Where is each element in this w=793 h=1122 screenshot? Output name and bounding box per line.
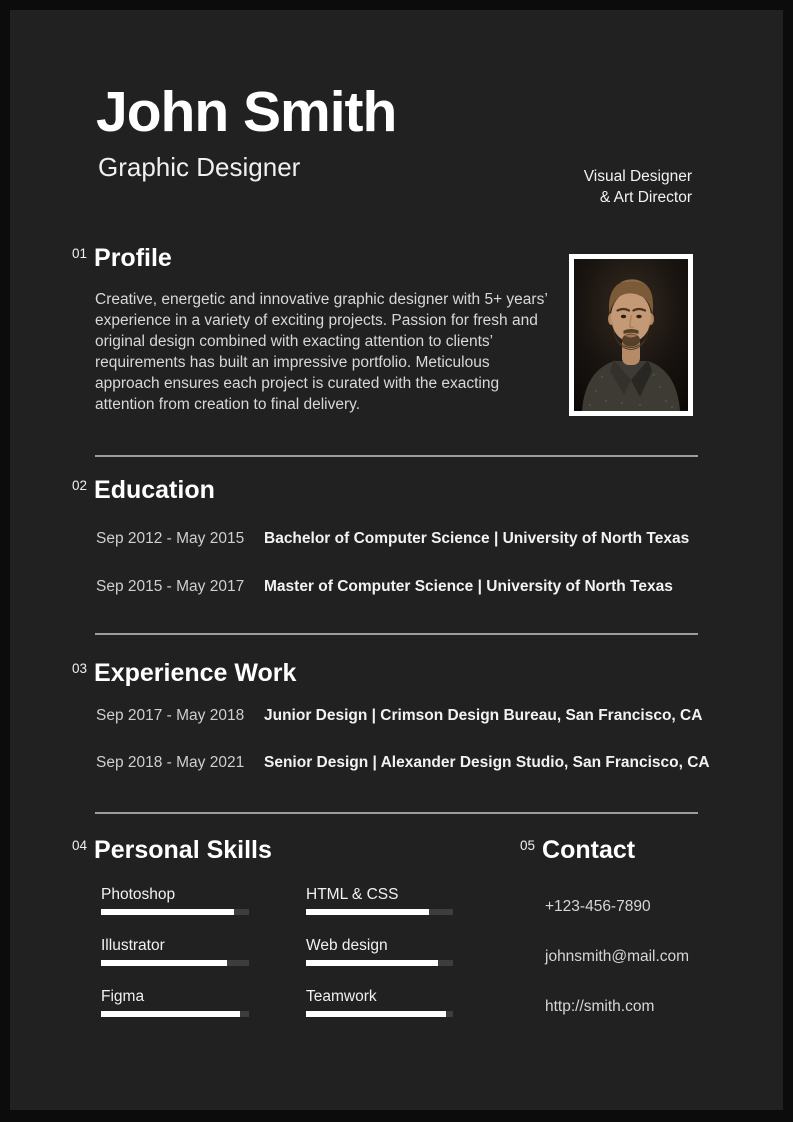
experience-row	[96, 707, 702, 725]
skill-bar-fill	[306, 1011, 446, 1017]
experience-period: Sep 2017 - May 2018	[96, 707, 245, 724]
skill-bar-track	[306, 960, 453, 966]
profile-section-title: Profile	[94, 244, 172, 272]
profile-section-header	[72, 246, 172, 271]
education-section-title: Education	[94, 476, 215, 504]
tagline-line1: Visual Designer	[583, 168, 692, 185]
profile-summary: Creative, energetic and innovative graphic designer with 5+ years’ experience in a variety of exciting projects. Passion for fresh and original design combined with exacting attention to clients’ requirements has built an impressive portfolio. Meticulous approach ensures each project is curated with the exacting attention from creation to final delivery.	[95, 291, 548, 413]
skill-label: Teamwork	[306, 988, 377, 1005]
section-divider-2	[95, 633, 698, 635]
skills-section-number: 04	[72, 838, 88, 853]
skill-bar-track	[101, 909, 249, 915]
skill-bar-track	[306, 909, 453, 915]
section-divider-1	[95, 455, 698, 457]
profile-section-number: 01	[72, 246, 88, 261]
portrait-photo	[569, 254, 693, 416]
job-title: Graphic Designer	[98, 152, 301, 182]
education-section-header	[72, 478, 215, 503]
skills-section-title: Personal Skills	[94, 836, 272, 864]
skill-bar-fill	[101, 909, 234, 915]
skill-bar-track	[306, 1011, 453, 1017]
contact-website: http://smith.com	[545, 998, 655, 1015]
tagline	[584, 166, 692, 208]
skills-section-header	[72, 838, 272, 863]
skill-item	[306, 886, 453, 915]
skill-bar-fill	[306, 960, 438, 966]
education-section-number: 02	[72, 478, 88, 493]
experience-detail: Junior Design | Crimson Design Bureau, San Francisco, CA	[264, 707, 703, 724]
experience-detail: Senior Design | Alexander Design Studio, San Francisco, CA	[264, 754, 710, 771]
skill-item	[306, 988, 453, 1017]
skills-column-right	[306, 886, 453, 1039]
skill-item	[306, 937, 453, 966]
education-period: Sep 2012 - May 2015	[96, 530, 245, 547]
skill-label: HTML & CSS	[306, 886, 399, 903]
tagline-line2: & Art Director	[599, 189, 692, 206]
contact-section-header	[520, 838, 635, 863]
skill-bar-fill	[101, 1011, 240, 1017]
name-heading: John Smith	[96, 80, 397, 144]
contact-section-number: 05	[520, 838, 536, 853]
experience-section-title: Experience Work	[94, 659, 297, 687]
experience-period: Sep 2018 - May 2021	[96, 754, 245, 771]
education-row	[96, 578, 673, 596]
skill-bar-fill	[101, 960, 227, 966]
section-divider-3	[95, 812, 698, 814]
experience-section-header	[72, 661, 296, 686]
contact-phone: +123-456-7890	[545, 898, 651, 915]
education-period: Sep 2015 - May 2017	[96, 578, 245, 595]
resume-inner-canvas	[10, 10, 783, 1110]
skill-item	[101, 937, 249, 966]
contact-section-title: Contact	[542, 836, 636, 864]
skill-label: Illustrator	[101, 937, 165, 954]
skill-bar-track	[101, 1011, 249, 1017]
skill-item	[101, 988, 249, 1017]
skills-column-left	[101, 886, 249, 1039]
skill-bar-fill	[306, 909, 429, 915]
experience-section-number: 03	[72, 661, 88, 676]
skill-label: Figma	[101, 988, 145, 1005]
contact-email: johnsmith@mail.com	[545, 948, 690, 965]
experience-row	[96, 754, 710, 772]
education-detail: Bachelor of Computer Science | University of North Texas	[264, 530, 690, 547]
skill-bar-track	[101, 960, 249, 966]
skill-item	[101, 886, 249, 915]
skill-label: Photoshop	[101, 886, 176, 903]
skill-label: Web design	[306, 937, 388, 954]
education-row	[96, 530, 689, 548]
portrait-illustration	[574, 259, 688, 411]
education-detail: Master of Computer Science | University of North Texas	[264, 578, 673, 595]
